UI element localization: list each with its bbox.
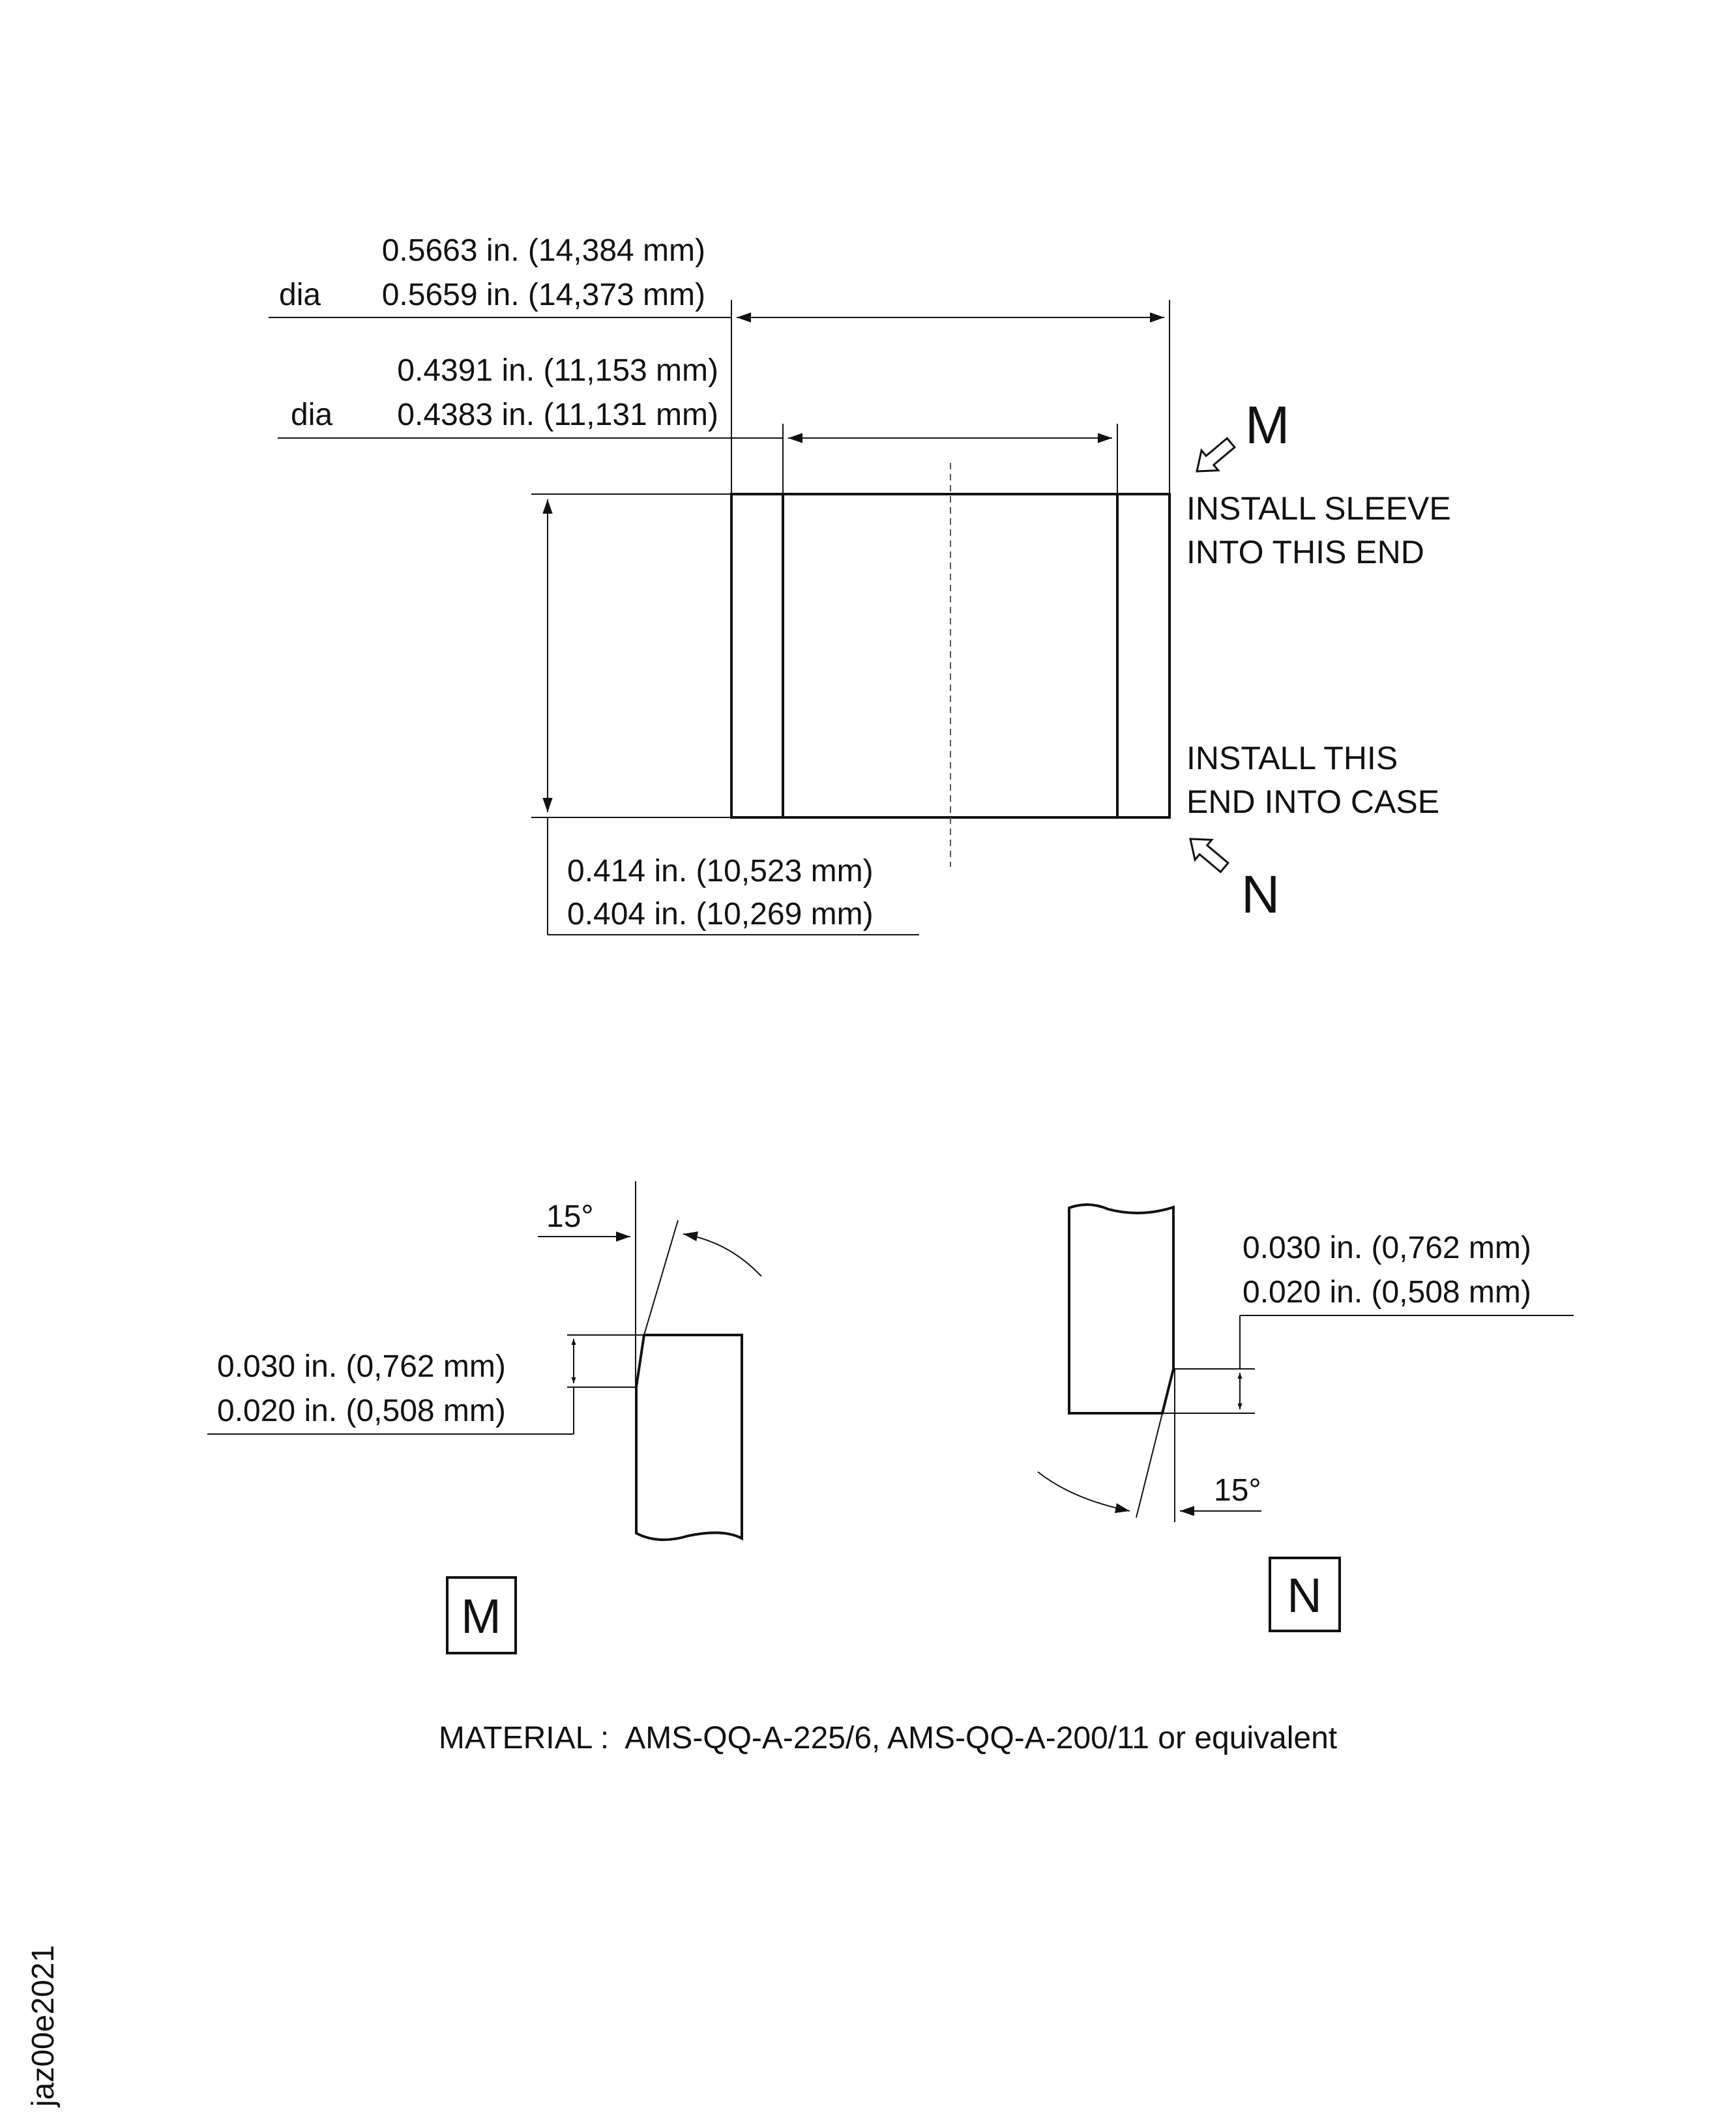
end-n-note-line2: END INTO CASE: [1186, 784, 1440, 820]
detail-m-chamfer-max: 0.030 in. (0,762 mm): [217, 1349, 506, 1384]
detail-n-angle: 15°: [1214, 1473, 1261, 1508]
detail-m-label: M: [461, 1589, 501, 1643]
outer-dia-prefix: dia: [279, 278, 321, 312]
length-min: 0.404 in. (10,269 mm): [567, 897, 874, 931]
length-max: 0.414 in. (10,523 mm): [567, 854, 874, 888]
detail-n-chamfer-extension: [1136, 1413, 1162, 1518]
inner-dia-max: 0.4391 in. (11,153 mm): [397, 353, 718, 388]
end-n-arrow: [1182, 829, 1233, 877]
end-m-arrow: [1188, 433, 1239, 481]
detail-n-angle-arc: [1038, 1472, 1130, 1511]
figure-id: jaz00e2021: [26, 1944, 61, 2107]
inner-dia-prefix: dia: [291, 398, 333, 432]
detail-m-part: [636, 1335, 742, 1540]
detail-n-chamfer-max: 0.030 in. (0,762 mm): [1243, 1231, 1531, 1265]
outer-dia-max: 0.5663 in. (14,384 mm): [381, 233, 705, 268]
material-note: MATERIAL : AMS-QQ-A-225/6, AMS-QQ-A-200/11 or equivalent: [438, 1721, 1338, 1755]
detail-m-chamfer-extension: [644, 1220, 678, 1335]
detail-n-chamfer-min: 0.020 in. (0,508 mm): [1243, 1275, 1531, 1310]
inner-dia-min: 0.4383 in. (11,131 mm): [397, 398, 718, 432]
detail-n-label: N: [1287, 1568, 1322, 1622]
detail-m-angle-arc: [683, 1234, 761, 1276]
detail-m: [207, 1181, 761, 1653]
detail-n: [1038, 1205, 1574, 1631]
detail-m-angle: 15°: [546, 1199, 594, 1234]
outer-dia-min: 0.5659 in. (14,373 mm): [381, 278, 705, 312]
end-m-note-line2: INTO THIS END: [1186, 534, 1424, 570]
detail-m-chamfer-min: 0.020 in. (0,508 mm): [217, 1394, 506, 1428]
end-n-letter: N: [1241, 865, 1280, 924]
end-m-letter: M: [1245, 396, 1290, 455]
end-n-note-line1: INSTALL THIS: [1186, 740, 1398, 776]
top-view: [269, 233, 1451, 935]
detail-n-part: [1069, 1205, 1173, 1413]
end-m-note-line1: INSTALL SLEEVE: [1186, 490, 1451, 527]
